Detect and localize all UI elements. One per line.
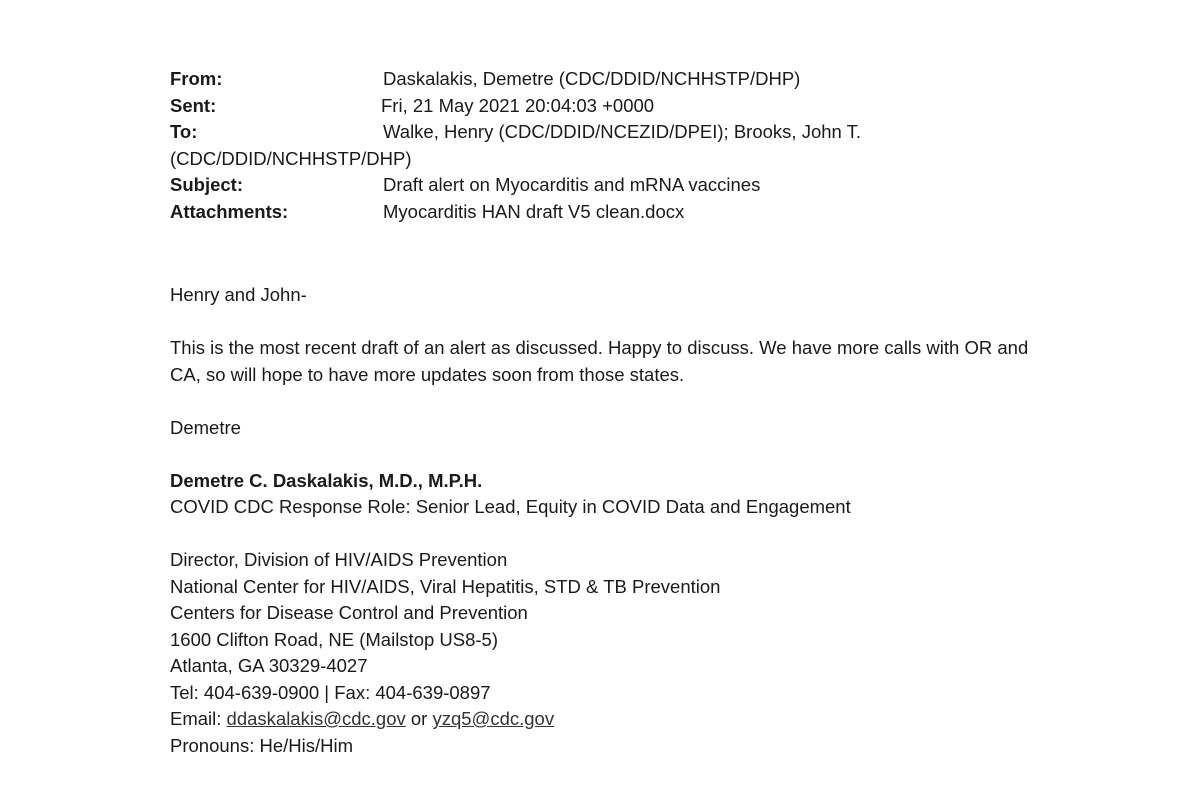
to-value: Walke, Henry (CDC/DDID/NCEZID/DPEI); Brooks, John T. <box>383 121 862 142</box>
email-header <box>170 66 1100 225</box>
attachments-label: Attachments: <box>170 200 289 222</box>
to-continued-row <box>170 146 1100 173</box>
subject-label: Subject: <box>170 174 243 195</box>
signature-agency: Centers for Disease Control and Prevention <box>170 602 528 623</box>
signoff: Demetre <box>170 416 241 438</box>
subject-row <box>170 172 1100 199</box>
attachments-row <box>170 199 1100 226</box>
from-label: From: <box>170 68 223 89</box>
message-line-1: This is the most recent draft of an alert as discussed. Happy to discuss. We have more calls with OR and <box>170 337 1029 358</box>
spacer <box>170 521 1110 548</box>
signature-pronouns: Pronouns: He/His/Him <box>170 734 354 756</box>
from-value: Daskalakis, Demetre (CDC/DDID/NCHHSTP/DHP) <box>383 68 801 89</box>
signature-name: Demetre C. Daskalakis, M.D., M.P.H. <box>170 469 483 491</box>
to-row <box>170 119 1100 146</box>
signature-address-2: Atlanta, GA 30329-4027 <box>170 655 368 676</box>
signature-title: Director, Division of HIV/AIDS Prevention <box>170 549 508 570</box>
attachment-filename[interactable]: Myocarditis HAN draft V5 clean.docx <box>383 200 685 222</box>
email-body <box>170 282 1110 759</box>
to-label: To: <box>170 121 198 142</box>
subject-value: Draft alert on Myocarditis and mRNA vaccines <box>383 174 761 195</box>
to-value-continued: (CDC/DDID/NCHHSTP/DHP) <box>170 147 412 169</box>
email-or-text: or <box>405 708 433 729</box>
email-link-secondary[interactable]: yzq5@cdc.gov <box>432 708 555 729</box>
spacer <box>170 388 1110 415</box>
sent-row <box>170 93 1100 120</box>
signature-email-line <box>170 706 1110 733</box>
signature-center: National Center for HIV/AIDS, Viral Hepatitis, STD & TB Prevention <box>170 575 721 597</box>
signature-role: COVID CDC Response Role: Senior Lead, Equity in COVID Data and Engagement <box>170 496 851 517</box>
signature-phone: Tel: 404-639-0900 | Fax: 404-639-0897 <box>170 681 491 703</box>
email-label: Email: <box>170 708 227 729</box>
message-line-2: CA, so will hope to have more updates soon from those states. <box>170 363 685 385</box>
spacer <box>170 441 1110 468</box>
spacer <box>170 309 1110 336</box>
sent-value: Fri, 21 May 2021 20:04:03 +0000 <box>381 94 655 116</box>
sent-label: Sent: <box>170 94 217 116</box>
from-row <box>170 66 1100 93</box>
greeting: Henry and John- <box>170 284 307 305</box>
signature-address-1: 1600 Clifton Road, NE (Mailstop US8-5) <box>170 628 499 650</box>
email-link-primary[interactable]: ddaskalakis@cdc.gov <box>226 708 406 729</box>
